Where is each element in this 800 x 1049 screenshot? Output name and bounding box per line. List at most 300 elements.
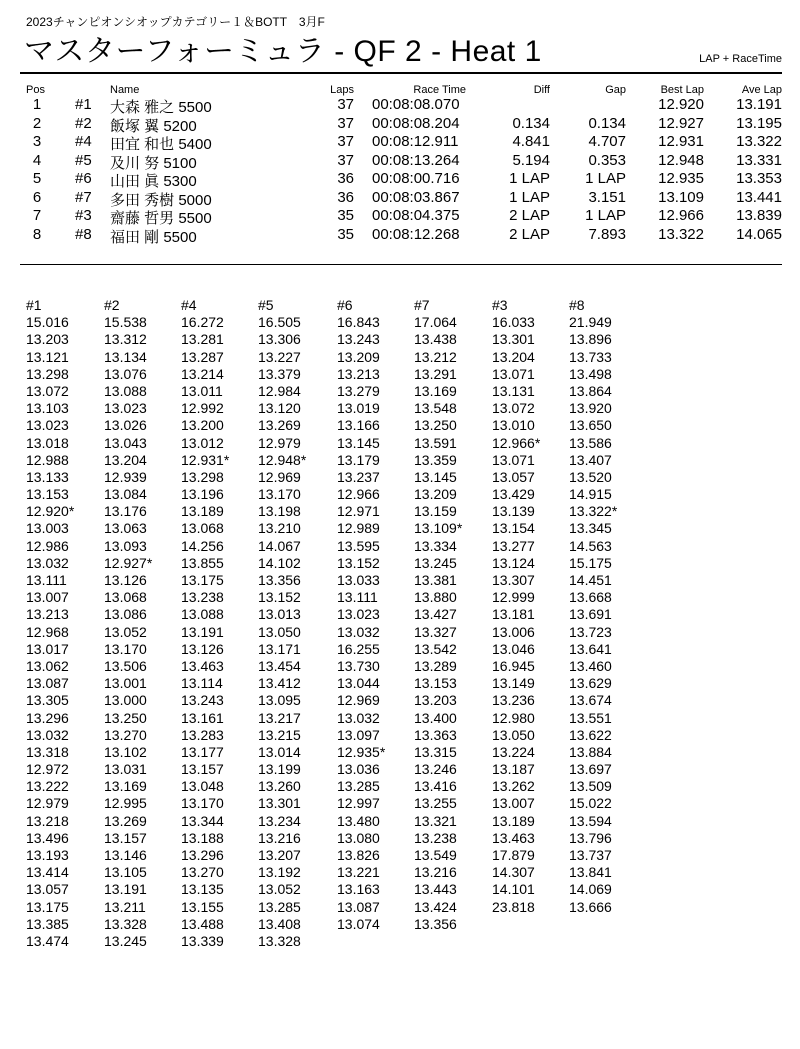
lap-time: 13.170 [258, 486, 301, 503]
lap-time: 13.363 [414, 726, 457, 743]
lap-time: 13.307 [492, 572, 535, 588]
lap-time: 13.026 [104, 417, 147, 434]
lap-time: 13.134 [104, 348, 147, 365]
result-driver-name: 大森 雅之 5500 [110, 99, 212, 116]
result-race-time: 00:08:00.716 [372, 170, 460, 187]
lap-time: 13.463 [492, 829, 535, 846]
lap-time: 13.245 [414, 554, 457, 571]
lap-time: 13.408 [258, 915, 301, 932]
lap-time: 13.864 [569, 382, 612, 399]
lap-time: 13.884 [569, 743, 612, 760]
lap-time: 13.221 [337, 864, 380, 881]
lap-time: 13.126 [181, 640, 224, 657]
lap-time: 13.277 [492, 537, 535, 554]
lap-time: 13.306 [258, 331, 301, 348]
lap-time: 13.691 [569, 606, 612, 623]
lap-time: 17.064 [414, 314, 457, 331]
result-best-lap: 12.948 [658, 151, 704, 169]
lap-row [0, 795, 800, 812]
lap-time: 13.088 [104, 382, 147, 399]
lap-time: 13.121 [26, 348, 69, 365]
lap-row [0, 899, 800, 916]
lap-time: 12.984 [258, 382, 301, 399]
lap-time: 13.674 [569, 692, 612, 709]
lap-time: 12.979 [26, 795, 69, 812]
result-laps: 35 [337, 225, 354, 243]
lap-time: 15.538 [104, 314, 147, 331]
lap-row [0, 331, 800, 348]
lap-row [0, 417, 800, 434]
result-gap: 3.151 [588, 188, 626, 206]
lap-time: 13.169 [104, 778, 147, 795]
lap-time: 13.339 [181, 932, 224, 949]
lap-time: 13.285 [337, 778, 380, 795]
lap-time: 12.920* [26, 503, 75, 520]
lap-time: 13.018 [26, 434, 69, 451]
lap-time: 13.145 [337, 434, 380, 451]
lap-time: 13.454 [258, 657, 301, 674]
lap-time: 13.031 [104, 761, 147, 778]
lap-time: 13.407 [569, 451, 612, 468]
lap-time: 13.154 [492, 520, 535, 537]
lap-time: 16.505 [258, 314, 301, 331]
lap-time: 13.427 [414, 606, 457, 623]
lap-time: 13.203 [26, 331, 69, 348]
lap-time: 13.498 [569, 365, 612, 382]
lap-time: 13.068 [181, 520, 224, 537]
lap-time: 13.289 [414, 657, 457, 674]
lap-time: 13.200 [181, 417, 224, 434]
result-gap: 4.707 [588, 133, 626, 150]
result-driver-name: 田宜 和也 5400 [110, 136, 212, 153]
lap-time: 13.416 [414, 778, 457, 795]
result-laps: 37 [337, 133, 354, 150]
result-kart-number: #6 [75, 170, 92, 187]
lap-time: 13.192 [258, 864, 301, 881]
page-title: マスターフォーミュラ - QF 2 - Heat 1 [24, 35, 542, 68]
result-race-time: 00:08:12.911 [372, 133, 459, 150]
lap-time: 13.412 [258, 675, 301, 692]
lap-time: 13.001 [104, 675, 147, 692]
lap-time: 13.217 [258, 709, 301, 726]
lap-row [0, 761, 800, 778]
lap-time: 13.149 [492, 675, 535, 692]
lap-time: 13.052 [258, 881, 301, 898]
lap-row [0, 349, 800, 366]
lap-time: 13.204 [104, 451, 147, 468]
lap-time: 14.915 [569, 486, 612, 503]
result-kart-number: #8 [75, 225, 92, 243]
lap-time: 13.301 [258, 795, 301, 812]
lap-time: 14.069 [569, 881, 612, 898]
lap-time: 13.071 [492, 365, 535, 382]
lap-time: 13.283 [181, 726, 224, 743]
lap-time: 13.014 [258, 743, 301, 760]
lap-time: 13.315 [414, 743, 457, 760]
result-best-lap: 13.322 [658, 225, 704, 243]
lap-row [0, 366, 800, 383]
lap-time: 13.551 [569, 709, 612, 726]
lap-time: 13.668 [569, 589, 612, 606]
table-row [0, 153, 800, 172]
result-gap: 0.134 [588, 114, 626, 132]
lap-time: 13.157 [181, 761, 224, 778]
lap-time: 13.013 [258, 606, 301, 623]
result-pos: 5 [32, 170, 42, 187]
lap-time: 13.379 [258, 365, 301, 382]
result-laps: 37 [337, 96, 354, 113]
result-kart-number: #2 [75, 114, 92, 132]
section-divider [20, 264, 782, 265]
lap-time: 13.175 [26, 898, 69, 915]
result-laps: 35 [337, 207, 354, 224]
lap-time: 13.385 [26, 915, 69, 932]
lap-time: 13.218 [26, 812, 69, 829]
lap-chart [0, 297, 800, 950]
lap-time: 12.939 [104, 468, 147, 485]
lap-column-header: #8 [569, 297, 585, 313]
lap-time: 13.222 [26, 778, 69, 795]
lap-time: 13.236 [492, 692, 535, 709]
lap-time: 13.007 [492, 795, 535, 812]
lap-time: 13.166 [337, 417, 380, 434]
lap-time: 13.896 [569, 331, 612, 348]
lap-time: 13.443 [414, 881, 457, 898]
lap-time: 13.203 [414, 692, 457, 709]
header-ave-lap: Ave Lap [741, 84, 782, 96]
lap-time: 13.488 [181, 915, 224, 932]
lap-time: 13.131 [492, 382, 535, 399]
lap-time: 13.697 [569, 761, 612, 778]
result-best-lap: 12.927 [658, 114, 704, 132]
lap-time: 16.272 [181, 314, 224, 331]
lap-time: 13.629 [569, 675, 612, 692]
lap-time: 13.169 [414, 382, 457, 399]
lap-time: 13.176 [104, 503, 147, 520]
lap-time: 13.298 [181, 468, 224, 485]
lap-time: 13.032 [26, 726, 69, 743]
lap-row [0, 916, 800, 933]
lap-time: 13.050 [258, 623, 301, 640]
lap-time: 13.246 [414, 761, 457, 778]
lap-time: 13.506 [104, 657, 147, 674]
lap-time: 13.155 [181, 898, 224, 915]
header-best-lap: Best Lap [660, 84, 704, 96]
result-kart-number: #4 [75, 133, 92, 150]
lap-time: 13.429 [492, 486, 535, 503]
result-ave-lap: 13.331 [736, 151, 782, 169]
lap-time: 13.328 [104, 915, 147, 932]
lap-time: 13.305 [26, 692, 69, 709]
lap-time: 13.023 [104, 400, 147, 417]
lap-time: 13.153 [414, 675, 457, 692]
lap-time: 12.979 [258, 434, 301, 451]
lap-time: 13.650 [569, 417, 612, 434]
lap-time: 13.281 [181, 331, 224, 348]
event-subtitle: 2023チャンピオンシオップカテゴリー１＆BOTT 3月F [26, 15, 325, 29]
result-kart-number: #7 [75, 188, 92, 206]
lap-column-header: #7 [414, 297, 430, 313]
lap-time: 15.022 [569, 795, 612, 812]
lap-time: 13.036 [337, 761, 380, 778]
lap-time: 13.062 [26, 657, 69, 674]
header-diff: Diff [533, 84, 550, 96]
lap-time: 13.520 [569, 468, 612, 485]
lap-time: 13.737 [569, 847, 612, 863]
lap-time: 13.345 [569, 520, 612, 537]
lap-time: 12.972 [26, 761, 69, 778]
lap-time: 12.992 [181, 400, 224, 417]
lap-time: 13.063 [104, 520, 147, 537]
lap-time: 13.212 [414, 348, 457, 365]
lap-time: 12.995 [104, 795, 147, 812]
lap-time: 13.032 [337, 709, 380, 726]
lap-time: 13.088 [181, 606, 224, 623]
lap-time: 13.087 [337, 898, 380, 915]
lap-time: 15.016 [26, 314, 69, 331]
result-best-lap: 12.935 [658, 170, 704, 187]
lap-time: 13.841 [569, 864, 612, 881]
lap-time: 13.146 [104, 847, 147, 863]
lap-row [0, 435, 800, 452]
lap-row [0, 520, 800, 537]
lap-column-header: #3 [492, 297, 508, 313]
lap-time: 13.224 [492, 743, 535, 760]
result-pos: 4 [32, 151, 42, 169]
lap-time: 13.321 [414, 812, 457, 829]
lap-time: 13.880 [414, 589, 457, 606]
result-kart-number: #5 [75, 151, 92, 169]
lap-time: 13.216 [258, 829, 301, 846]
lap-time: 14.307 [492, 864, 535, 881]
lap-time: 13.666 [569, 898, 612, 915]
result-ave-lap: 13.195 [736, 114, 782, 132]
lap-time: 13.542 [414, 640, 457, 657]
lap-time: 21.949 [569, 314, 612, 331]
lap-time: 16.843 [337, 314, 380, 331]
lap-time: 16.945 [492, 657, 535, 674]
lap-time: 23.818 [492, 898, 535, 915]
lap-time: 13.207 [258, 847, 301, 863]
lap-time: 13.424 [414, 898, 457, 915]
lap-row [0, 538, 800, 555]
lap-row [0, 572, 800, 589]
table-row [0, 116, 800, 135]
lap-time: 13.170 [181, 795, 224, 812]
lap-time: 13.291 [414, 365, 457, 382]
lap-time: 13.210 [258, 520, 301, 537]
result-diff: 2 LAP [509, 225, 550, 243]
lap-time: 13.074 [337, 915, 380, 932]
lap-time: 13.438 [414, 331, 457, 348]
lap-row [0, 830, 800, 847]
lap-time: 13.175 [181, 572, 224, 588]
lap-time: 13.549 [414, 847, 457, 863]
lap-time: 13.480 [337, 812, 380, 829]
result-kart-number: #1 [75, 96, 92, 113]
result-laps: 36 [337, 188, 354, 206]
lap-time: 13.260 [258, 778, 301, 795]
lap-row [0, 589, 800, 606]
lap-time: 13.006 [492, 623, 535, 640]
result-kart-number: #3 [75, 207, 92, 224]
lap-time: 13.102 [104, 743, 147, 760]
lap-time: 13.103 [26, 400, 69, 417]
lap-time: 12.966* [492, 434, 541, 451]
lap-time: 13.135 [181, 881, 224, 898]
table-row [0, 190, 800, 209]
lap-time: 13.250 [414, 417, 457, 434]
lap-time: 12.980 [492, 709, 535, 726]
lap-time: 12.971 [337, 503, 380, 520]
lap-time: 13.046 [492, 640, 535, 657]
lap-time: 17.879 [492, 847, 535, 863]
result-laps: 37 [337, 151, 354, 169]
lap-time: 13.270 [104, 726, 147, 743]
lap-time: 13.199 [258, 761, 301, 778]
lap-time: 13.474 [26, 932, 69, 949]
lap-time: 13.133 [26, 468, 69, 485]
result-race-time: 00:08:13.264 [372, 151, 460, 169]
lap-time: 14.451 [569, 572, 612, 588]
lap-time: 13.095 [258, 692, 301, 709]
lap-time: 12.969 [337, 692, 380, 709]
lap-time: 13.723 [569, 623, 612, 640]
lap-time: 13.270 [181, 864, 224, 881]
lap-time: 13.179 [337, 451, 380, 468]
lap-time: 13.023 [26, 417, 69, 434]
lap-row [0, 744, 800, 761]
lap-time: 13.826 [337, 847, 380, 863]
table-row [0, 208, 800, 227]
result-race-time: 00:08:08.070 [372, 96, 460, 113]
result-pos: 3 [32, 133, 42, 150]
lap-row [0, 933, 800, 950]
lap-time: 13.622 [569, 726, 612, 743]
lap-time: 13.269 [258, 417, 301, 434]
lap-time: 13.023 [337, 606, 380, 623]
lap-time: 13.032 [337, 623, 380, 640]
lap-time: 13.153 [26, 486, 69, 503]
lap-time: 13.189 [181, 503, 224, 520]
lap-time: 13.400 [414, 709, 457, 726]
lap-time: 15.175 [569, 554, 612, 571]
lap-time: 13.111 [26, 572, 67, 588]
lap-row [0, 469, 800, 486]
lap-row [0, 641, 800, 658]
lap-time: 13.019 [337, 400, 380, 417]
lap-time: 12.988 [26, 451, 69, 468]
lap-time: 13.209 [414, 486, 457, 503]
lap-time: 12.948* [258, 451, 307, 468]
lap-row [0, 400, 800, 417]
lap-time: 13.381 [414, 572, 457, 588]
lap-time: 12.935* [337, 743, 386, 760]
lap-row [0, 555, 800, 572]
lap-time: 12.969 [258, 468, 301, 485]
result-ave-lap: 14.065 [736, 225, 782, 243]
lap-time: 13.032 [26, 554, 69, 571]
header-pos: Pos [26, 84, 45, 96]
lap-row [0, 864, 800, 881]
lap-time: 13.262 [492, 778, 535, 795]
header-laps: Laps [330, 84, 354, 96]
lap-row [0, 692, 800, 709]
lap-time: 13.057 [26, 881, 69, 898]
lap-time: 14.102 [258, 554, 301, 571]
lap-time: 13.191 [104, 881, 147, 898]
lap-time: 14.101 [492, 881, 535, 898]
lap-time: 13.318 [26, 743, 69, 760]
lap-time: 13.204 [492, 348, 535, 365]
result-gap: 1 LAP [585, 207, 626, 224]
lap-time: 13.109* [414, 520, 463, 537]
lap-time: 13.097 [337, 726, 380, 743]
lap-time: 13.591 [414, 434, 457, 451]
lap-time: 13.071 [492, 451, 535, 468]
lap-time: 13.269 [104, 812, 147, 829]
lap-time: 13.124 [492, 554, 535, 571]
lap-time: 13.250 [104, 709, 147, 726]
lap-column-header: #6 [337, 297, 353, 313]
lap-row [0, 624, 800, 641]
result-diff: 2 LAP [509, 207, 550, 224]
lap-column-header: #1 [26, 297, 42, 313]
lap-time: 16.033 [492, 314, 535, 331]
lap-time: 13.460 [569, 657, 612, 674]
lap-time: 13.191 [181, 623, 224, 640]
lap-time: 16.255 [337, 640, 380, 657]
lap-row [0, 813, 800, 830]
lap-time: 14.563 [569, 537, 612, 554]
lap-time: 13.327 [414, 623, 457, 640]
lap-time: 13.414 [26, 864, 69, 881]
lap-time: 13.509 [569, 778, 612, 795]
lap-time: 13.296 [181, 847, 224, 863]
lap-time: 13.188 [181, 829, 224, 846]
lap-time: 13.193 [26, 847, 69, 863]
lap-time: 13.356 [258, 572, 301, 588]
lap-time: 13.198 [258, 503, 301, 520]
lap-time: 13.157 [104, 829, 147, 846]
result-laps: 37 [337, 114, 354, 132]
lap-time: 13.087 [26, 675, 69, 692]
result-diff: 1 LAP [509, 188, 550, 206]
lap-row [0, 727, 800, 744]
lap-time: 13.159 [414, 503, 457, 520]
result-ave-lap: 13.191 [736, 96, 782, 113]
lap-time: 13.296 [26, 709, 69, 726]
result-gap: 0.353 [588, 151, 626, 169]
lap-time: 13.003 [26, 520, 69, 537]
lap-time: 13.086 [104, 606, 147, 623]
table-row [0, 227, 800, 246]
lap-time: 12.966 [337, 486, 380, 503]
lap-time: 13.238 [414, 829, 457, 846]
lap-time: 13.255 [414, 795, 457, 812]
header-gap: Gap [605, 84, 626, 96]
lap-time: 13.105 [104, 864, 147, 881]
lap-time: 13.733 [569, 348, 612, 365]
lap-time: 13.216 [414, 864, 457, 881]
lap-time: 13.171 [258, 640, 301, 657]
lap-time: 13.011 [181, 382, 223, 399]
lap-time: 13.076 [104, 365, 147, 382]
header-name: Name [110, 84, 140, 96]
lap-time: 14.256 [181, 537, 224, 554]
header-race-time: Race Time [413, 84, 466, 96]
lap-time: 13.139 [492, 503, 535, 520]
